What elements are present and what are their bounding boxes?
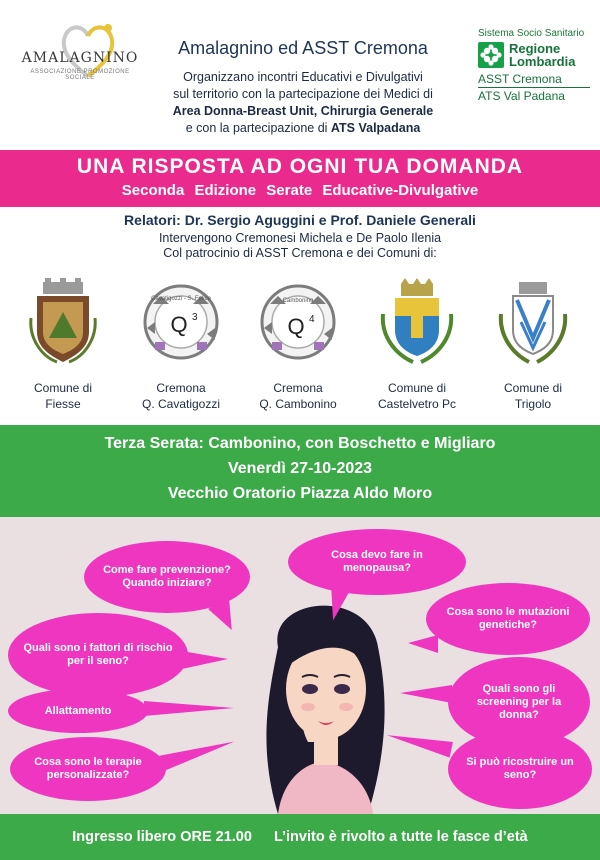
amalagnino-brand: AMALAGNINO — [21, 50, 139, 66]
comune-trigolo-line2: Trigolo — [514, 397, 552, 411]
bubble-fattori-tail — [182, 651, 228, 669]
comune-fiesse — [8, 278, 118, 412]
q4-logo-icon — [258, 278, 338, 364]
patrocinio-line: Col patrocinio di ASST Cremona e dei Comuni di: — [163, 246, 437, 260]
bubble-screening: Quali sono gli screening per la donna? — [448, 657, 590, 747]
comune-fiesse-line1: Comune di — [33, 381, 93, 395]
event-date: Venerdì 27-10-2023 — [227, 460, 373, 477]
footer-banner — [0, 814, 600, 860]
header-title: Amalagnino ed ASST Cremona — [178, 38, 428, 58]
bubble-menopausa: Cosa devo fare in menopausa? — [288, 529, 466, 595]
q3-logo-icon — [141, 278, 221, 364]
banner-title: UNA RISPOSTA AD OGNI TUA DOMANDA — [76, 155, 524, 178]
lombardia-rose-icon — [478, 42, 504, 68]
header-line-4-prefix: e con la partecipazione di — [185, 121, 331, 135]
svg-text:3: 3 — [192, 312, 198, 323]
comune-castelvetro-line2: Castelvetro Pc — [377, 397, 457, 411]
relatori-line: Relatori: Dr. Sergio Aguggini e Prof. Daniele Generali — [124, 212, 476, 228]
intervengono-line: Intervengono Cremonesi Michela e De Paolo Ilenia — [158, 231, 442, 245]
bubble-mutazioni: Cosa sono le mutazioni genetiche? — [426, 583, 590, 655]
regione-lombardia-logo — [478, 28, 590, 103]
comune-castelvetro — [362, 278, 472, 412]
banner-subtitle: Seconda Edizione Serate Educative-Divulgative — [121, 182, 479, 199]
speakers-section — [0, 212, 600, 260]
bubble-allattamento-tail — [144, 701, 234, 716]
bubble-prevenzione: Come fare prevenzione? Quando iniziare? — [84, 541, 250, 613]
sistema-socio-sanitario-label: Sistema Socio Sanitario — [478, 28, 585, 39]
header-line-4 — [150, 120, 456, 137]
comune-cavatigozzi-line1: Cremona — [156, 381, 206, 395]
asst-cremona-label: ASST Cremona — [478, 72, 590, 88]
header-text — [150, 38, 456, 137]
header-line-3-bold: Area Donna-Breast Unit, Chirurgia Generale — [172, 104, 434, 118]
title-banner — [0, 150, 600, 207]
svg-text:Q: Q — [287, 314, 305, 339]
comune-castelvetro-line1: Comune di — [387, 381, 447, 395]
bubble-terapie: Cosa sono le terapie personalizzate? — [10, 737, 166, 801]
header-line-4-bold: ATS Valpadana — [330, 121, 421, 135]
bubble-mutazioni-tail — [408, 635, 438, 653]
event-location: Vecchio Oratorio Piazza Aldo Moro — [167, 485, 433, 502]
event-line-1: Terza Serata: Cambonino, con Boschetto e Migliaro — [104, 435, 496, 452]
comune-cambonino-line1: Cremona — [273, 381, 323, 395]
header-line-3 — [150, 103, 456, 120]
comune-trigolo — [478, 278, 588, 412]
footer-ingresso: Ingresso libero ORE 21.00 — [72, 829, 252, 845]
bubble-fattori: Quali sono i fattori di rischio per il seno? — [8, 613, 188, 697]
amalagnino-tagline: ASSOCIAZIONE PROMOZIONE SOCIALE — [30, 69, 130, 81]
comune-fiesse-line2: Fiesse — [45, 397, 81, 411]
header-line-2: sul territorio con la partecipazione dei Medici di — [173, 87, 433, 101]
event-banner — [0, 425, 600, 517]
comune-cambonino-line2: Q. Cambonino — [259, 397, 337, 411]
svg-text:Q: Q — [170, 312, 188, 337]
woman-illustration — [238, 577, 408, 814]
questions-area — [0, 517, 600, 814]
comuni-row — [0, 278, 600, 418]
q4-arc-text: Cambonino — [282, 298, 314, 304]
header-line-1: Organizzano incontri Educativi e Divulgativi — [183, 70, 423, 84]
footer-invito: L’invito è rivolto a tutte le fasce d’età — [273, 829, 528, 845]
comune-cambonino — [243, 278, 353, 412]
bubble-ricostruire: Si può ricostruire un seno? — [448, 729, 592, 809]
crest-trigolo-icon — [493, 278, 573, 364]
header — [0, 0, 600, 150]
bubble-terapie-tail — [159, 735, 236, 771]
crest-fiesse-icon — [23, 278, 103, 364]
bubble-screening-tail — [400, 685, 452, 703]
bubble-allattamento: Allattamento — [8, 689, 148, 733]
crest-castelvetro-icon — [377, 278, 457, 364]
ats-val-padana-label: ATS Val Padana — [478, 89, 565, 103]
svg-text:4: 4 — [309, 314, 315, 325]
regione-lombardia-label: Regione Lombardia — [509, 41, 576, 69]
comune-cavatigozzi — [126, 278, 236, 412]
amalagnino-logo — [16, 22, 144, 92]
q3-arc-text: Cavatigozzi - S. Felice — [151, 296, 211, 302]
comune-cavatigozzi-line2: Q. Cavatigozzi — [141, 397, 221, 411]
comune-trigolo-line1: Comune di — [503, 381, 563, 395]
